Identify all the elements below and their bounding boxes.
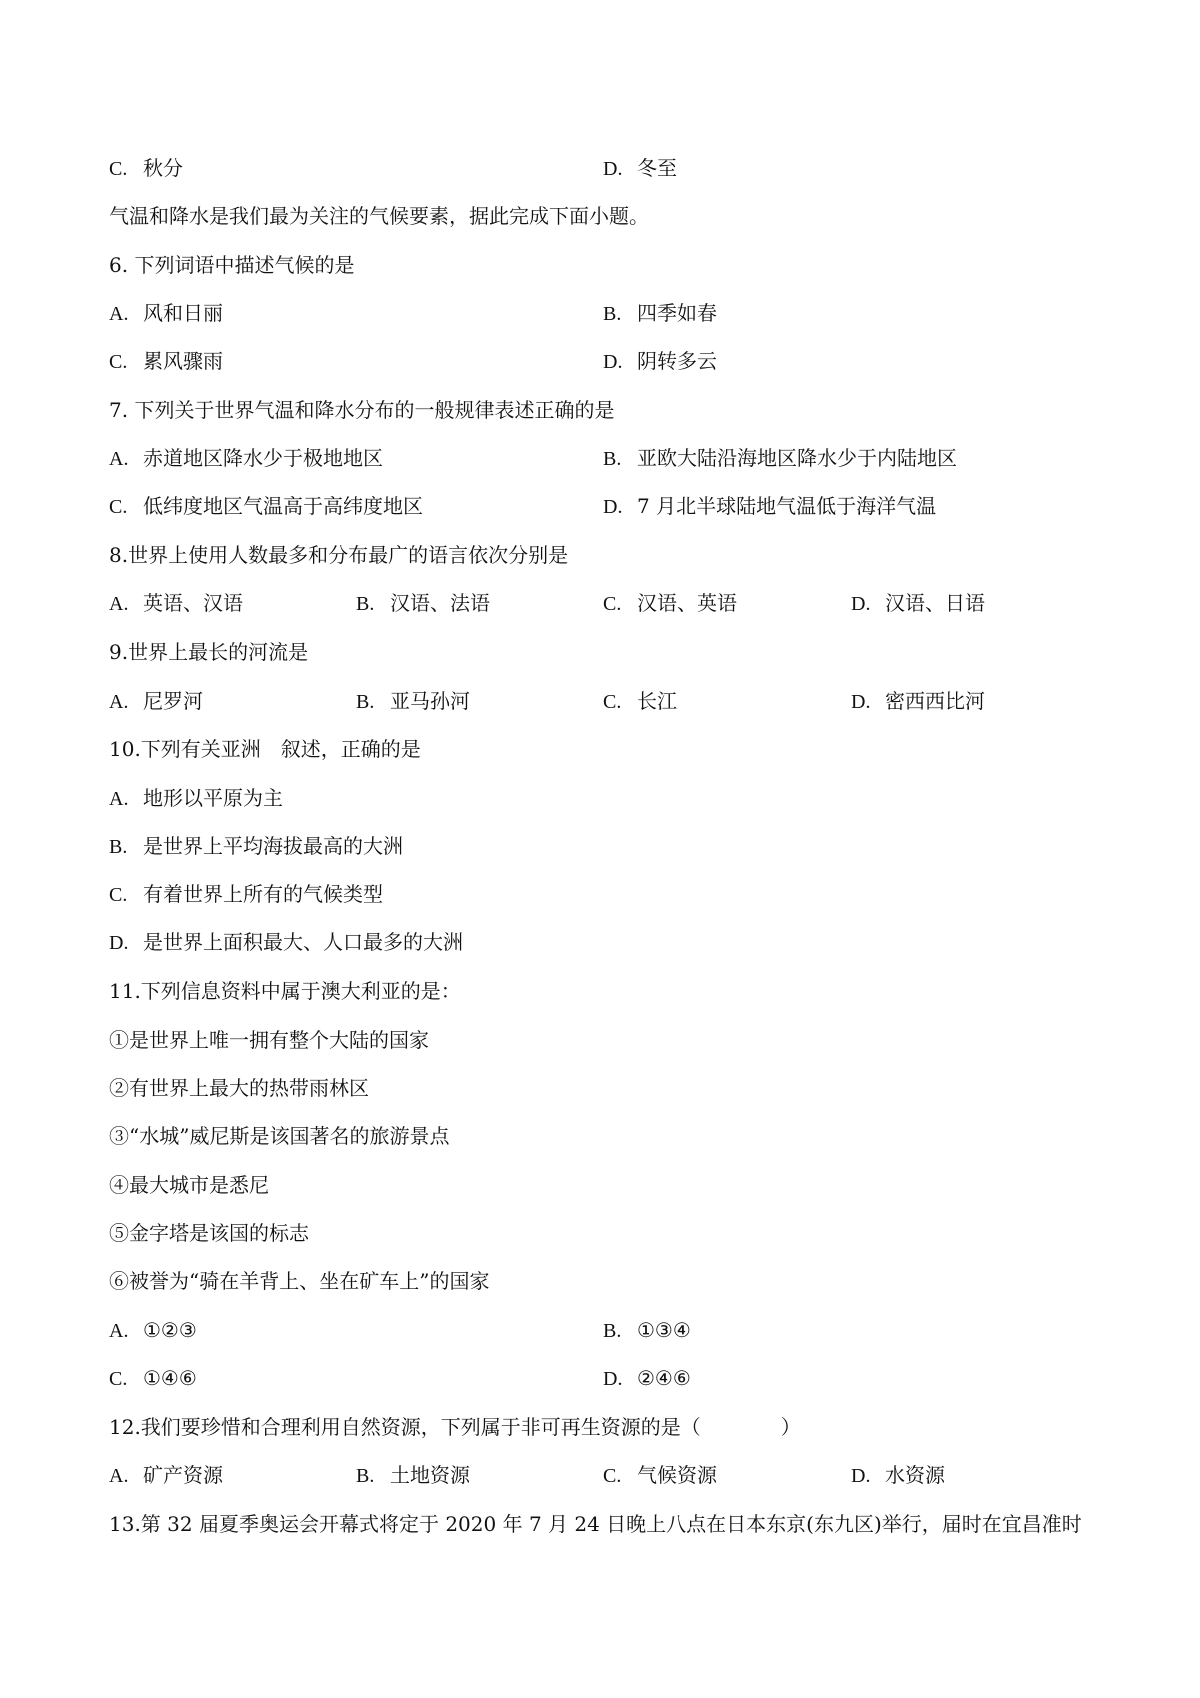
option-q8-b: B. 汉语、法语	[356, 591, 490, 615]
q11-item-1: ①是世界上唯一拥有整个大陆的国家	[109, 1028, 429, 1052]
option-q12-c: C. 气候资源	[603, 1463, 717, 1487]
option-q12-a: A. 矿产资源	[109, 1463, 223, 1487]
question-12-stem: 12.我们要珍惜和合理利用自然资源，下列属于非可再生资源的是（ ）	[109, 1415, 801, 1439]
question-6-stem: 6. 下列词语中描述气候的是	[109, 253, 355, 277]
option-q9-a: A. 尼罗河	[109, 689, 203, 713]
option-q6-c: C. 累风骤雨	[109, 349, 223, 373]
question-8-stem: 8.世界上使用人数最多和分布最广的语言依次分别是	[109, 543, 569, 567]
question-9-stem: 9.世界上最长的河流是	[109, 640, 309, 664]
question-7-stem: 7. 下列关于世界气温和降水分布的一般规律表述正确的是	[109, 398, 615, 422]
option-q5-d: D. 冬至	[603, 156, 677, 180]
option-q10-c: C. 有着世界上所有的气候类型	[109, 882, 383, 906]
option-q6-b: B. 四季如春	[603, 301, 717, 325]
option-q10-d: D. 是世界上面积最大、人口最多的大洲	[109, 930, 463, 954]
option-q10-b: B. 是世界上平均海拔最高的大洲	[109, 834, 403, 858]
option-q9-b: B. 亚马孙河	[356, 689, 470, 713]
question-11-stem: 11.下列信息资料中属于澳大利亚的是：	[109, 979, 461, 1003]
option-q6-d: D. 阴转多云	[603, 349, 717, 373]
q11-item-4: ④最大城市是悉尼	[109, 1173, 269, 1197]
option-q11-b: B. ①③④	[603, 1318, 691, 1342]
option-q9-c: C. 长江	[603, 689, 677, 713]
q11-item-6: ⑥被誉为“骑在羊背上、坐在矿车上”的国家	[109, 1269, 490, 1293]
question-10-stem: 10.下列有关亚洲 叙述，正确的是	[109, 737, 421, 761]
option-q12-b: B. 土地资源	[356, 1463, 470, 1487]
option-q11-a: A. ①②③	[109, 1318, 197, 1342]
option-q7-a: A. 赤道地区降水少于极地地区	[109, 446, 383, 470]
option-q11-c: C. ①④⑥	[109, 1366, 197, 1390]
intro-text: 气温和降水是我们最为关注的气候要素，据此完成下面小题。	[109, 204, 649, 228]
option-q8-a: A. 英语、汉语	[109, 591, 243, 615]
option-q5-c: C. 秋分	[109, 156, 183, 180]
option-q7-b: B. 亚欧大陆沿海地区降水少于内陆地区	[603, 446, 957, 470]
option-q7-c: C. 低纬度地区气温高于高纬度地区	[109, 494, 423, 518]
q11-item-5: ⑤金字塔是该国的标志	[109, 1221, 309, 1245]
option-q8-d: D. 汉语、日语	[851, 591, 985, 615]
option-q9-d: D. 密西西比河	[851, 689, 985, 713]
q11-item-2: ②有世界上最大的热带雨林区	[109, 1076, 369, 1100]
option-q8-c: C. 汉语、英语	[603, 591, 737, 615]
option-q11-d: D. ②④⑥	[603, 1366, 691, 1390]
q11-item-3: ③“水城”威尼斯是该国著名的旅游景点	[109, 1124, 450, 1148]
option-q6-a: A. 风和日丽	[109, 301, 223, 325]
option-q12-d: D. 水资源	[851, 1463, 945, 1487]
option-q10-a: A. 地形以平原为主	[109, 786, 283, 810]
option-q7-d: D. 7 月北半球陆地气温低于海洋气温	[603, 494, 937, 518]
question-13-stem: 13.第 32 届夏季奥运会开幕式将定于 2020 年 7 月 24 日晚上八点在日本东京(东九区)举行，届时在宜昌准时	[109, 1512, 1082, 1536]
